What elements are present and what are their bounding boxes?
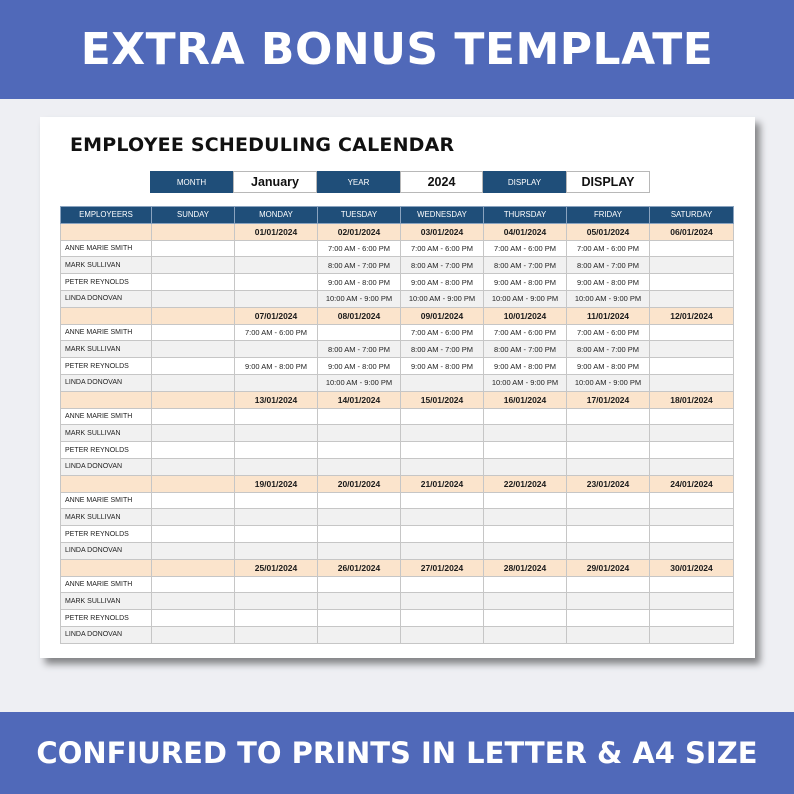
employee-name: PETER REYNOLDS [61, 442, 152, 459]
date-cell [152, 475, 235, 492]
date-cell: 25/01/2024 [235, 559, 318, 576]
shift-cell[interactable]: 8:00 AM - 7:00 PM [484, 257, 567, 274]
shift-cell[interactable] [567, 542, 650, 559]
date-row-spacer [61, 307, 152, 324]
date-cell: 05/01/2024 [567, 223, 650, 240]
shift-cell[interactable] [567, 492, 650, 509]
shift-cell[interactable] [650, 610, 734, 627]
shift-cell[interactable] [401, 526, 484, 543]
header-saturday: SATURDAY [650, 207, 734, 224]
shift-cell[interactable] [152, 509, 235, 526]
shift-cell[interactable] [567, 458, 650, 475]
top-banner: EXTRA BONUS TEMPLATE [0, 0, 794, 99]
shift-cell[interactable] [152, 593, 235, 610]
shift-cell[interactable]: 10:00 AM - 9:00 PM [484, 374, 567, 391]
week-date-row [61, 391, 734, 408]
week-date-row [61, 223, 734, 240]
shift-cell[interactable] [235, 610, 318, 627]
shift-cell[interactable] [152, 610, 235, 627]
week-date-row [61, 475, 734, 492]
shift-cell[interactable] [650, 408, 734, 425]
shift-cell[interactable] [401, 610, 484, 627]
date-cell [152, 559, 235, 576]
year-label: YEAR [317, 171, 400, 193]
employee-row [61, 257, 734, 274]
shift-cell[interactable] [484, 442, 567, 459]
shift-cell[interactable] [484, 458, 567, 475]
shift-cell[interactable] [318, 526, 401, 543]
shift-cell[interactable]: 8:00 AM - 7:00 PM [567, 341, 650, 358]
date-row-spacer [61, 391, 152, 408]
employee-row [61, 542, 734, 559]
shift-cell[interactable]: 9:00 AM - 8:00 PM [567, 274, 650, 291]
employee-row [61, 408, 734, 425]
shift-cell[interactable] [401, 458, 484, 475]
shift-cell[interactable] [484, 509, 567, 526]
shift-cell[interactable] [318, 576, 401, 593]
month-select[interactable]: January [233, 171, 317, 193]
date-cell: 02/01/2024 [318, 223, 401, 240]
shift-cell[interactable]: 7:00 AM - 6:00 PM [567, 240, 650, 257]
date-row-spacer [61, 223, 152, 240]
shift-cell[interactable] [484, 576, 567, 593]
shift-cell[interactable] [318, 626, 401, 643]
shift-cell[interactable] [235, 526, 318, 543]
employee-row [61, 593, 734, 610]
date-cell: 20/01/2024 [318, 475, 401, 492]
shift-cell[interactable] [318, 408, 401, 425]
shift-cell[interactable] [650, 509, 734, 526]
employee-row [61, 576, 734, 593]
shift-cell[interactable]: 7:00 AM - 6:00 PM [484, 240, 567, 257]
shift-cell[interactable] [401, 442, 484, 459]
date-cell: 07/01/2024 [235, 307, 318, 324]
shift-cell[interactable]: 7:00 AM - 6:00 PM [401, 324, 484, 341]
schedule-sheet [40, 117, 755, 658]
shift-cell[interactable]: 10:00 AM - 9:00 PM [318, 374, 401, 391]
shift-cell[interactable] [152, 341, 235, 358]
date-cell: 16/01/2024 [484, 391, 567, 408]
shift-cell[interactable] [401, 626, 484, 643]
shift-cell[interactable] [650, 593, 734, 610]
shift-cell[interactable] [235, 274, 318, 291]
date-cell: 15/01/2024 [401, 391, 484, 408]
shift-cell[interactable] [650, 458, 734, 475]
shift-cell[interactable] [235, 374, 318, 391]
shift-cell[interactable] [650, 257, 734, 274]
employee-name: LINDA DONOVAN [61, 458, 152, 475]
shift-cell[interactable] [152, 358, 235, 375]
date-cell: 09/01/2024 [401, 307, 484, 324]
date-cell: 08/01/2024 [318, 307, 401, 324]
shift-cell[interactable] [484, 626, 567, 643]
employee-row [61, 526, 734, 543]
shift-cell[interactable] [318, 442, 401, 459]
shift-cell[interactable] [152, 324, 235, 341]
date-cell: 18/01/2024 [650, 391, 734, 408]
shift-cell[interactable] [235, 425, 318, 442]
date-row-spacer [61, 559, 152, 576]
date-cell: 17/01/2024 [567, 391, 650, 408]
date-cell: 22/01/2024 [484, 475, 567, 492]
shift-cell[interactable] [401, 593, 484, 610]
display-label: DISPLAY [483, 171, 566, 193]
header-row [61, 207, 734, 224]
shift-cell[interactable]: 7:00 AM - 6:00 PM [318, 240, 401, 257]
shift-cell[interactable] [152, 257, 235, 274]
shift-cell[interactable]: 10:00 AM - 9:00 PM [318, 290, 401, 307]
shift-cell[interactable] [235, 290, 318, 307]
employee-name: MARK SULLIVAN [61, 341, 152, 358]
shift-cell[interactable] [650, 576, 734, 593]
date-cell: 13/01/2024 [235, 391, 318, 408]
shift-cell[interactable] [567, 593, 650, 610]
shift-cell[interactable] [235, 442, 318, 459]
employee-row [61, 509, 734, 526]
employee-row [61, 458, 734, 475]
date-cell: 29/01/2024 [567, 559, 650, 576]
shift-cell[interactable] [567, 610, 650, 627]
date-row-spacer [61, 475, 152, 492]
employee-name: LINDA DONOVAN [61, 290, 152, 307]
shift-cell[interactable]: 10:00 AM - 9:00 PM [567, 374, 650, 391]
header-wednesday: WEDNESDAY [401, 207, 484, 224]
shift-cell[interactable] [235, 458, 318, 475]
date-cell: 26/01/2024 [318, 559, 401, 576]
shift-cell[interactable] [318, 610, 401, 627]
shift-cell[interactable]: 9:00 AM - 8:00 PM [235, 358, 318, 375]
shift-cell[interactable] [235, 576, 318, 593]
employee-name: LINDA DONOVAN [61, 626, 152, 643]
shift-cell[interactable]: 9:00 AM - 8:00 PM [401, 358, 484, 375]
shift-cell[interactable] [567, 425, 650, 442]
header-sunday: SUNDAY [152, 207, 235, 224]
employee-row [61, 324, 734, 341]
shift-cell[interactable] [484, 610, 567, 627]
shift-cell[interactable] [235, 509, 318, 526]
shift-cell[interactable] [484, 593, 567, 610]
shift-cell[interactable] [650, 442, 734, 459]
shift-cell[interactable]: 10:00 AM - 9:00 PM [401, 290, 484, 307]
shift-cell[interactable] [650, 374, 734, 391]
month-label: MONTH [150, 171, 233, 193]
shift-cell[interactable] [484, 542, 567, 559]
date-cell: 21/01/2024 [401, 475, 484, 492]
shift-cell[interactable] [650, 526, 734, 543]
shift-cell[interactable] [152, 274, 235, 291]
employee-name: ANNE MARIE SMITH [61, 576, 152, 593]
shift-cell[interactable] [484, 526, 567, 543]
shift-cell[interactable] [567, 526, 650, 543]
shift-cell[interactable] [152, 626, 235, 643]
date-cell: 10/01/2024 [484, 307, 567, 324]
shift-cell[interactable] [484, 425, 567, 442]
shift-cell[interactable] [235, 542, 318, 559]
shift-cell[interactable] [650, 425, 734, 442]
shift-cell[interactable] [318, 492, 401, 509]
shift-cell[interactable]: 9:00 AM - 8:00 PM [318, 358, 401, 375]
header-tuesday: TUESDAY [318, 207, 401, 224]
sheet-title: EMPLOYEE SCHEDULING CALENDAR [70, 134, 455, 156]
shift-cell[interactable]: 7:00 AM - 6:00 PM [484, 324, 567, 341]
shift-cell[interactable] [152, 542, 235, 559]
shift-cell[interactable] [650, 341, 734, 358]
date-cell [152, 223, 235, 240]
date-cell: 19/01/2024 [235, 475, 318, 492]
employee-row [61, 610, 734, 627]
shift-cell[interactable] [235, 593, 318, 610]
employee-name: LINDA DONOVAN [61, 542, 152, 559]
shift-cell[interactable] [401, 542, 484, 559]
shift-cell[interactable] [152, 458, 235, 475]
week-date-row [61, 307, 734, 324]
shift-cell[interactable]: 9:00 AM - 8:00 PM [318, 274, 401, 291]
employee-name: ANNE MARIE SMITH [61, 408, 152, 425]
shift-cell[interactable] [152, 526, 235, 543]
date-cell [152, 307, 235, 324]
employee-row [61, 290, 734, 307]
shift-cell[interactable]: 8:00 AM - 7:00 PM [318, 341, 401, 358]
shift-cell[interactable] [152, 240, 235, 257]
header-friday: FRIDAY [567, 207, 650, 224]
shift-cell[interactable] [401, 509, 484, 526]
employee-name: PETER REYNOLDS [61, 274, 152, 291]
date-cell: 12/01/2024 [650, 307, 734, 324]
employee-name: ANNE MARIE SMITH [61, 240, 152, 257]
date-cell: 30/01/2024 [650, 559, 734, 576]
shift-cell[interactable] [152, 576, 235, 593]
shift-cell[interactable]: 8:00 AM - 7:00 PM [401, 341, 484, 358]
shift-cell[interactable] [650, 492, 734, 509]
shift-cell[interactable] [318, 593, 401, 610]
shift-cell[interactable]: 7:00 AM - 6:00 PM [567, 324, 650, 341]
shift-cell[interactable] [650, 324, 734, 341]
employee-name: MARK SULLIVAN [61, 593, 152, 610]
shift-cell[interactable] [567, 576, 650, 593]
shift-cell[interactable] [235, 240, 318, 257]
employee-row [61, 240, 734, 257]
shift-cell[interactable] [152, 408, 235, 425]
employee-row [61, 358, 734, 375]
employee-name: PETER REYNOLDS [61, 610, 152, 627]
date-cell: 01/01/2024 [235, 223, 318, 240]
shift-cell[interactable]: 8:00 AM - 7:00 PM [401, 257, 484, 274]
shift-cell[interactable] [235, 408, 318, 425]
date-cell: 11/01/2024 [567, 307, 650, 324]
shift-cell[interactable] [401, 374, 484, 391]
shift-cell[interactable]: 7:00 AM - 6:00 PM [235, 324, 318, 341]
year-input[interactable]: 2024 [400, 171, 483, 193]
employee-name: ANNE MARIE SMITH [61, 492, 152, 509]
shift-cell[interactable] [650, 542, 734, 559]
shift-cell[interactable]: 10:00 AM - 9:00 PM [567, 290, 650, 307]
employee-row [61, 442, 734, 459]
shift-cell[interactable] [484, 492, 567, 509]
employee-row [61, 341, 734, 358]
shift-cell[interactable]: 8:00 AM - 7:00 PM [318, 257, 401, 274]
shift-cell[interactable] [401, 492, 484, 509]
employee-name: MARK SULLIVAN [61, 425, 152, 442]
employee-row [61, 626, 734, 643]
date-cell: 27/01/2024 [401, 559, 484, 576]
employee-row [61, 425, 734, 442]
date-cell: 06/01/2024 [650, 223, 734, 240]
shift-cell[interactable] [235, 341, 318, 358]
shift-cell[interactable]: 8:00 AM - 7:00 PM [567, 257, 650, 274]
shift-cell[interactable] [484, 408, 567, 425]
shift-cell[interactable] [650, 358, 734, 375]
shift-cell[interactable] [401, 576, 484, 593]
shift-cell[interactable] [318, 458, 401, 475]
shift-cell[interactable] [152, 492, 235, 509]
shift-cell[interactable] [401, 408, 484, 425]
employee-row [61, 374, 734, 391]
shift-cell[interactable] [152, 290, 235, 307]
shift-cell[interactable] [318, 509, 401, 526]
header-employees: EMPLOYEERS [61, 207, 152, 224]
date-cell: 28/01/2024 [484, 559, 567, 576]
display-select[interactable]: DISPLAY [566, 171, 650, 193]
date-cell: 24/01/2024 [650, 475, 734, 492]
date-cell: 14/01/2024 [318, 391, 401, 408]
date-cell: 04/01/2024 [484, 223, 567, 240]
shift-cell[interactable]: 8:00 AM - 7:00 PM [484, 341, 567, 358]
shift-cell[interactable]: 10:00 AM - 9:00 PM [484, 290, 567, 307]
employee-name: MARK SULLIVAN [61, 257, 152, 274]
shift-cell[interactable] [567, 408, 650, 425]
employee-name: MARK SULLIVAN [61, 509, 152, 526]
shift-cell[interactable] [650, 240, 734, 257]
employee-row [61, 492, 734, 509]
header-thursday: THURSDAY [484, 207, 567, 224]
shift-cell[interactable] [152, 442, 235, 459]
date-cell [152, 391, 235, 408]
shift-cell[interactable] [318, 542, 401, 559]
employee-name: ANNE MARIE SMITH [61, 324, 152, 341]
shift-cell[interactable] [235, 492, 318, 509]
employee-name: PETER REYNOLDS [61, 358, 152, 375]
employee-row [61, 274, 734, 291]
shift-cell[interactable] [650, 274, 734, 291]
shift-cell[interactable] [567, 509, 650, 526]
employee-name: PETER REYNOLDS [61, 526, 152, 543]
shift-cell[interactable] [567, 442, 650, 459]
header-monday: MONDAY [235, 207, 318, 224]
week-date-row [61, 559, 734, 576]
shift-cell[interactable]: 7:00 AM - 6:00 PM [401, 240, 484, 257]
date-cell: 23/01/2024 [567, 475, 650, 492]
shift-cell[interactable] [650, 290, 734, 307]
shift-cell[interactable]: 9:00 AM - 8:00 PM [484, 358, 567, 375]
shift-cell[interactable] [235, 626, 318, 643]
date-cell: 03/01/2024 [401, 223, 484, 240]
shift-cell[interactable] [567, 626, 650, 643]
shift-cell[interactable]: 9:00 AM - 8:00 PM [484, 274, 567, 291]
shift-cell[interactable]: 9:00 AM - 8:00 PM [401, 274, 484, 291]
bottom-banner: CONFIURED TO PRINTS IN LETTER & A4 SIZE [0, 712, 794, 794]
shift-cell[interactable]: 9:00 AM - 8:00 PM [567, 358, 650, 375]
shift-cell[interactable] [401, 425, 484, 442]
shift-cell[interactable] [235, 257, 318, 274]
shift-cell[interactable] [318, 324, 401, 341]
shift-cell[interactable] [152, 425, 235, 442]
shift-cell[interactable] [650, 626, 734, 643]
shift-cell[interactable] [318, 425, 401, 442]
shift-cell[interactable] [152, 374, 235, 391]
schedule-table [60, 206, 734, 644]
employee-name: LINDA DONOVAN [61, 374, 152, 391]
